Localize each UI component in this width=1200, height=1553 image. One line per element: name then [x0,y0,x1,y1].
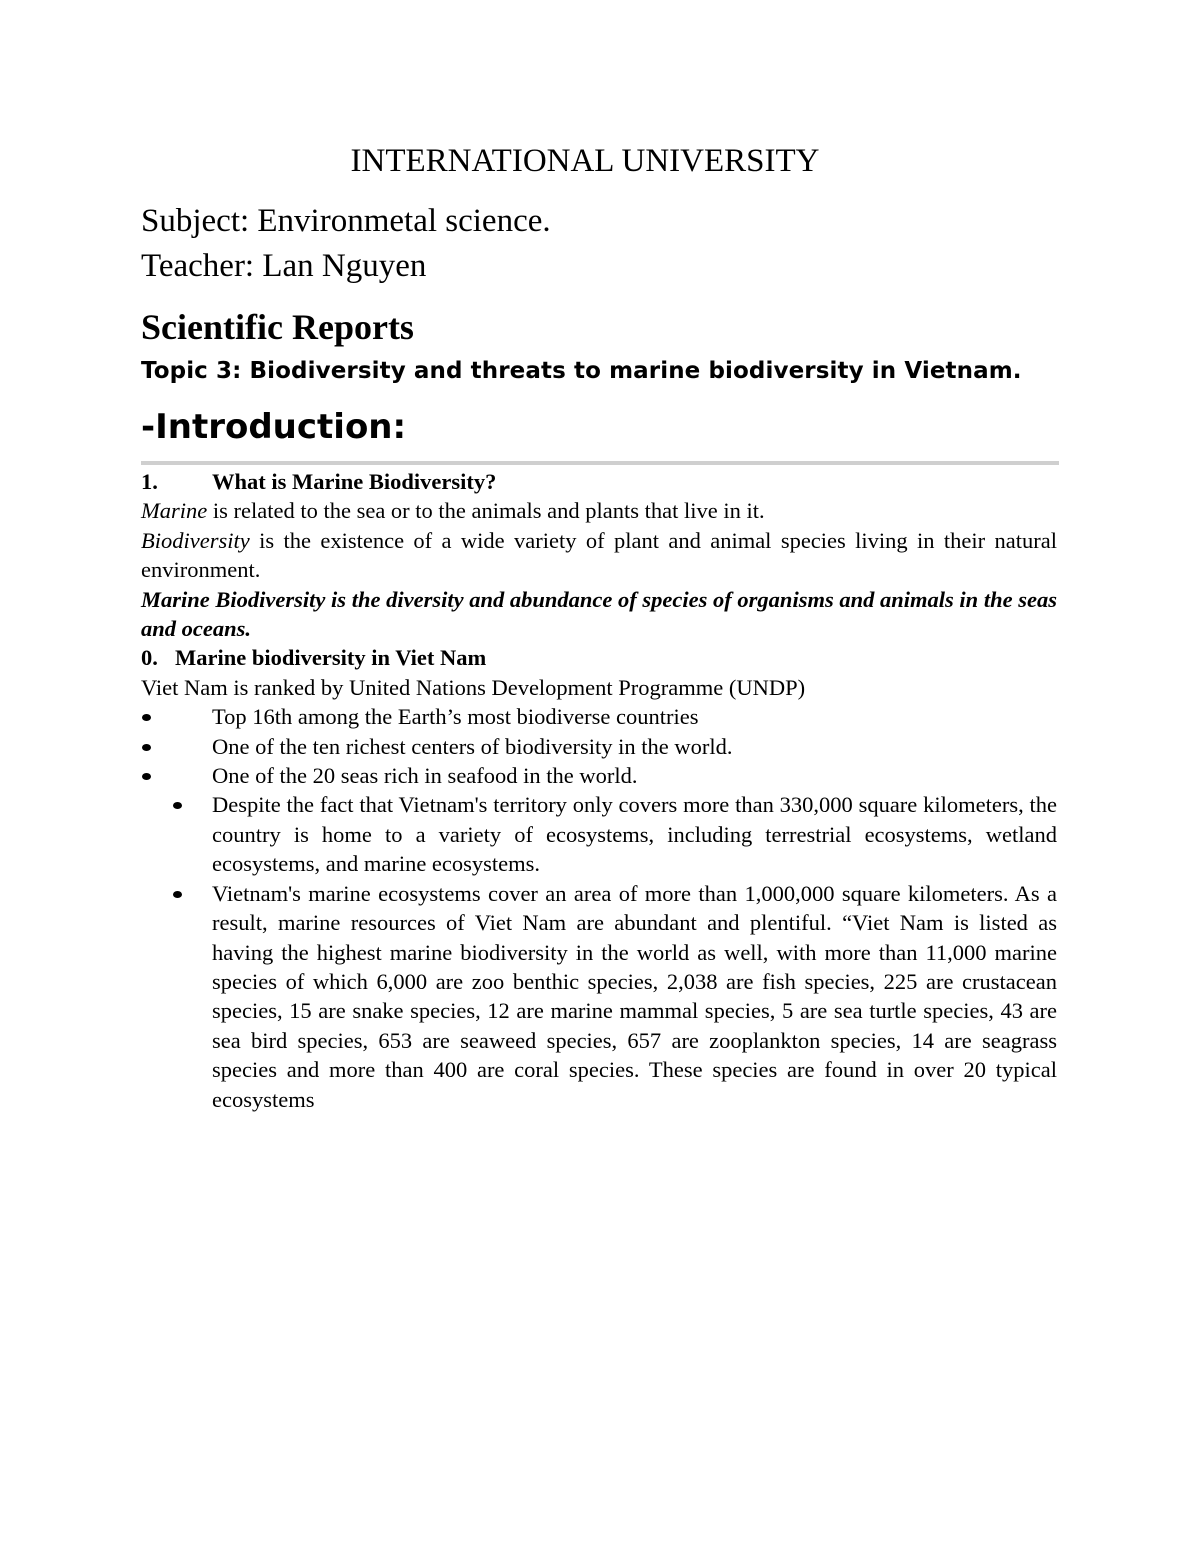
section-2-lead: Viet Nam is ranked by United Nations Development Programme (UNDP) [141,674,806,700]
topic-heading: Topic 3: Biodiversity and threats to marine biodiversity in Vietnam. [141,358,1022,384]
biodiversity-term: Biodiversity [141,527,250,553]
introduction-heading: -Introduction: [141,407,407,447]
bullet-icon [141,761,212,790]
list-item [141,702,1057,731]
biodiversity-definition-text: is the existence of a wide variety of plant and animal species living in their natural environment. [141,527,1057,583]
biodiversity-definition [141,526,1057,585]
list-item-text: One of the ten richest centers of biodiversity in the world. [212,733,733,759]
bullet-icon [171,879,212,1114]
list-item-text: Despite the fact that Vietnam's territory only covers more than 330,000 square kilometers, the country is home to a variety of ecosystems, including terrestrial ecosystems, wetland ecosystems, and marine ecosystems. [212,792,1057,877]
list-item-text: Top 16th among the Earth’s most biodiverse countries [212,704,699,730]
teacher-line: Teacher: Lan Nguyen [141,248,427,284]
section-2-number: 0. [141,645,158,671]
marine-definition-text: is related to the sea or to the animals and plants that live in it. [207,498,765,524]
bullet-icon [141,732,212,761]
marine-biodiversity-definition: Marine Biodiversity is the diversity and abundance of species of organisms and animals in the seas and oceans. [141,586,1057,642]
section-1-number: 1. [141,469,158,494]
list-item-text: One of the 20 seas rich in seafood in the world. [212,763,638,789]
marine-term: Marine [141,498,208,524]
document-body [141,467,1057,1114]
report-title: Scientific Reports [141,307,414,347]
bullet-icon [141,702,212,731]
detail-bullet-list [141,790,1057,1113]
list-item-text: Vietnam's marine ecosystems cover an area of more than 1,000,000 square kilometers. As a result, marine resources of Viet Nam are abundant and plentiful. “Viet Nam is listed as having the highest marine biodiversity in the world as well, with more than 11,000 marine species of which 6,000 are zoo benthic species, 2,038 are fish species, 225 are crustacean species, 15 are snake species, 12 are marine mammal species, 5 are sea turtle species, 43 are sea bird species, 653 are seaweed species, 657 are zooplankton species, 14 are seagrass species and more than 400 are coral species. These species are found in over 20 typical ecosystems [212,880,1057,1112]
section-1-heading [141,467,1057,496]
marine-definition [141,496,1057,525]
section-2-heading [141,643,1057,672]
subject-line: Subject: Environmetal science. [141,203,551,239]
list-item [141,732,1057,761]
list-item [141,761,1057,790]
heading-divider [141,461,1059,465]
section-2-title: Marine biodiversity in Viet Nam [175,645,487,671]
list-item [171,790,1057,878]
list-item [171,879,1057,1114]
bullet-icon [171,790,212,878]
university-name: INTERNATIONAL UNIVERSITY [350,143,820,179]
ranking-bullet-list [141,702,1057,790]
section-1-title: What is Marine Biodiversity? [212,469,497,494]
